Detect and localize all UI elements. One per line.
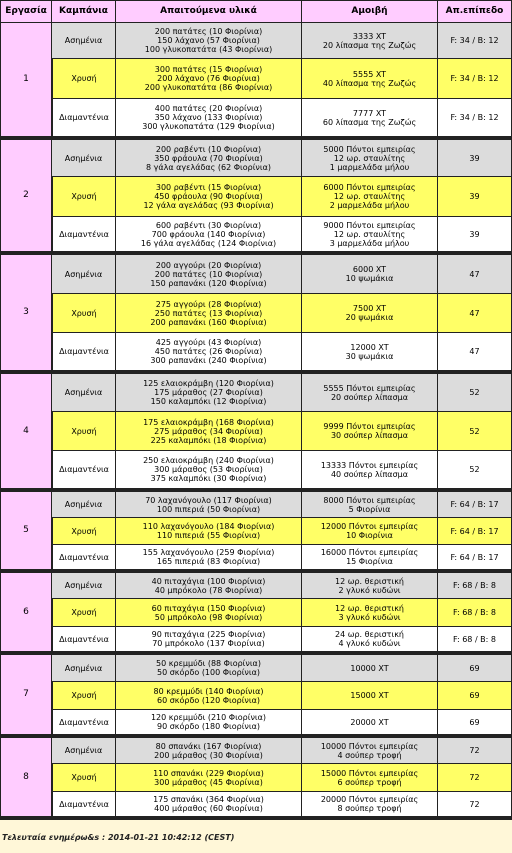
reward-cell [302, 451, 438, 492]
materials-cell [116, 545, 302, 573]
reward-line: 15000 Πόντοι εμπειρίας [320, 768, 419, 778]
table-row [0, 710, 512, 738]
material-line: 90 σκόρδο (180 Φιορίνια) [157, 722, 260, 731]
level-cell: F: 64 / B: 17 [438, 518, 512, 545]
reward-line: 6000 Πόντοι εμπειρίας [323, 183, 416, 192]
level-cell: F: 34 / B: 12 [438, 99, 512, 140]
material-line: 350 λάχανο (133 Φιορίνια) [154, 113, 263, 122]
campaign-cell: Διαμαντένια [52, 99, 116, 140]
reward-line: 15 Φιορίνια [346, 557, 393, 566]
level-cell: 47 [438, 294, 512, 333]
table-row [0, 333, 512, 374]
level-cell: F: 64 / B: 17 [438, 492, 512, 518]
table-row [0, 374, 512, 412]
level-cell: 69 [438, 655, 512, 682]
reward-line: 6000 XT [352, 265, 387, 274]
task-number: 8 [0, 738, 52, 820]
materials-cell [116, 599, 302, 627]
campaign-cell: Διαμαντένια [52, 451, 116, 492]
table-row [0, 294, 512, 333]
material-line: 110 λαχανόγουλο (184 Φιορίνια) [142, 522, 275, 531]
reward-line: 12000 Πόντοι εμπειρίας [320, 522, 419, 531]
level-cell: 72 [438, 764, 512, 792]
table-row [0, 99, 512, 140]
reward-line: 40 λίπασμα της Ζωζώς [322, 78, 417, 88]
material-line: 450 πατάτες (26 Φιορίνια) [154, 347, 263, 356]
materials-cell [116, 451, 302, 492]
reward-line: 30 σούπερ λίπασμα [330, 431, 409, 440]
reward-cell [302, 792, 438, 820]
table-row [0, 738, 512, 764]
reward-cell [302, 764, 438, 792]
campaign-cell: Ασημένια [52, 738, 116, 764]
table-body [0, 23, 512, 820]
header-campaign: Καμπάνια [52, 0, 116, 23]
task-number: 6 [0, 573, 52, 655]
material-line: 125 ελαιοκράμβη (120 Φιορίνια) [143, 379, 274, 388]
table-row [0, 599, 512, 627]
table-row [0, 140, 512, 177]
campaign-cell: Χρυσή [52, 518, 116, 545]
campaign-cell: Διαμαντένια [52, 217, 116, 255]
task-number: 4 [0, 374, 52, 492]
reward-line: 10000 Πόντοι εμπειρίας [320, 741, 419, 751]
materials-cell [116, 59, 302, 99]
reward-line: 4 σούπερ τροφή [337, 750, 402, 760]
reward-line: 12 ωρ. σταυλίτης [333, 192, 406, 201]
material-line: 400 πατάτες (20 Φιορίνια) [154, 104, 263, 113]
material-line: 110 πιπεριά (55 Φιορίνια) [156, 531, 261, 540]
materials-cell [116, 792, 302, 820]
table-row [0, 518, 512, 545]
material-line: 90 πιταχάγια (225 Φιορίνια) [151, 630, 266, 639]
material-line: 50 κρεμμύδι (88 Φιορίνια) [156, 659, 261, 668]
reward-cell [302, 140, 438, 177]
material-line: 200 αγγούρι (20 Φιορίνια) [155, 260, 262, 270]
campaign-cell: Διαμαντένια [52, 333, 116, 374]
reward-line: 13333 Πόντοι εμπειρίας [320, 460, 419, 470]
materials-cell [116, 23, 302, 59]
campaign-cell: Διαμαντένια [52, 710, 116, 738]
material-line: 300 μάραθος (53 Φιορίνια) [154, 465, 263, 474]
table-row [0, 492, 512, 518]
table-row [0, 792, 512, 820]
material-line: 225 καλαμπόκι (18 Φιορίνια) [150, 435, 267, 445]
reward-line: 15000 XT [350, 691, 389, 700]
campaign-cell: Ασημένια [52, 140, 116, 177]
reward-line: 16000 Πόντοι εμπειρίας [320, 548, 419, 557]
level-cell: F: 68 / B: 8 [438, 599, 512, 627]
campaign-cell: Ασημένια [52, 655, 116, 682]
level-cell: 69 [438, 682, 512, 710]
campaign-cell: Ασημένια [52, 492, 116, 518]
reward-cell [302, 59, 438, 99]
material-line: 110 σπανάκι (229 Φιορίνια) [153, 768, 264, 778]
campaign-cell: Χρυσή [52, 59, 116, 99]
campaign-cell: Χρυσή [52, 764, 116, 792]
reward-cell [302, 518, 438, 545]
level-cell: 47 [438, 333, 512, 374]
task-number: 7 [0, 655, 52, 738]
reward-line: 20 σούπερ λίπασμα [330, 392, 409, 402]
campaign-cell: Ασημένια [52, 255, 116, 294]
campaign-cell: Χρυσή [52, 412, 116, 451]
materials-cell [116, 627, 302, 655]
level-cell: 39 [438, 140, 512, 177]
campaign-cell: Χρυσή [52, 682, 116, 710]
material-line: 200 γλυκοπατάτα (86 Φιορίνια) [144, 83, 273, 92]
material-line: 200 πατάτες (10 Φιορίνια) [154, 27, 263, 36]
reward-line: 9000 Πόντοι εμπειρίας [323, 220, 416, 230]
material-line: 70 μπρόκολο (137 Φιορίνια) [152, 639, 265, 648]
table-row [0, 655, 512, 682]
last-updated-footer: Τελευταία ενημέρω&s : 2014-01-21 10:42:12 (CEST) [2, 833, 235, 842]
reward-line: 12000 XT [350, 342, 389, 352]
material-line: 400 μάραθος (60 Φιορίνια) [154, 804, 263, 813]
reward-line: 9999 Πόντοι εμπειρίας [323, 422, 416, 431]
material-line: 40 πιταχάγια (100 Φιορίνια) [151, 576, 266, 586]
task-number: 5 [0, 492, 52, 573]
reward-line: 12 ωρ. θεριστική [335, 576, 404, 586]
reward-cell [302, 682, 438, 710]
material-line: 425 αγγούρι (43 Φιορίνια) [155, 338, 262, 347]
level-cell: 72 [438, 738, 512, 764]
reward-cell [302, 573, 438, 599]
level-cell: 39 [438, 177, 512, 217]
reward-line: 3 γλυκό κυδώνι [338, 612, 401, 622]
level-cell: F: 34 / B: 12 [438, 59, 512, 99]
level-cell: F: 68 / B: 8 [438, 627, 512, 655]
reward-line: 7500 XT [352, 304, 387, 313]
material-line: 50 μπρόκολο (98 Φιορίνια) [154, 612, 263, 622]
reward-cell [302, 294, 438, 333]
level-cell: 39 [438, 217, 512, 255]
material-line: 175 ελαιοκράμβη (168 Φιορίνια) [143, 417, 274, 427]
reward-line: 5555 Πόντοι εμπειρίας [323, 383, 416, 393]
material-line: 275 αγγούρι (28 Φιορίνια) [155, 299, 262, 309]
material-line: 200 ραβέντι (10 Φιορίνια) [155, 144, 262, 154]
table-row [0, 682, 512, 710]
material-line: 80 κρεμμύδι (140 Φιορίνια) [153, 686, 264, 696]
level-cell: 72 [438, 792, 512, 820]
reward-cell [302, 217, 438, 255]
material-line: 150 καλαμπόκι (12 Φιορίνια) [150, 397, 267, 406]
reward-line: 10 ψωμάκια [345, 274, 394, 283]
campaign-cell: Ασημένια [52, 573, 116, 599]
reward-line: 10 Φιορίνια [346, 531, 393, 540]
reward-line: 3333 XT [352, 31, 387, 41]
material-line: 12 γάλα αγελάδας (93 Φιορίνια) [143, 201, 274, 210]
header-level: Απ.επίπεδο [438, 0, 512, 23]
materials-cell [116, 655, 302, 682]
reward-cell [302, 545, 438, 573]
reward-cell [302, 710, 438, 738]
level-cell: 52 [438, 451, 512, 492]
material-line: 700 φράουλα (140 Φιορίνια) [151, 229, 266, 239]
reward-line: 12 ωρ. σταυλίτης [333, 153, 406, 163]
material-line: 120 κρεμμύδι (210 Φιορίνια) [150, 713, 267, 722]
material-line: 8 γάλα αγελάδας (62 Φιορίνια) [145, 162, 272, 172]
material-line: 300 μάραθος (45 Φιορίνια) [154, 777, 263, 787]
materials-cell [116, 294, 302, 333]
material-line: 300 γλυκοπατάτα (129 Φιορίνια) [142, 122, 275, 131]
material-line: 200 μάραθος (30 Φιορίνια) [154, 750, 263, 760]
level-cell: F: 34 / B: 12 [438, 23, 512, 59]
level-cell: 47 [438, 255, 512, 294]
material-line: 80 σπανάκι (167 Φιορίνια) [155, 741, 262, 751]
reward-line: 5000 Πόντοι εμπειρίας [323, 144, 416, 154]
level-cell: F: 68 / B: 8 [438, 573, 512, 599]
table-row [0, 412, 512, 451]
campaign-cell: Χρυσή [52, 294, 116, 333]
campaign-cell: Ασημένια [52, 374, 116, 412]
material-line: 16 γάλα αγελάδας (124 Φιορίνια) [140, 238, 277, 248]
reward-line: 2 γλυκό κυδώνι [338, 585, 401, 595]
material-line: 155 λαχανόγουλο (259 Φιορίνια) [142, 548, 275, 557]
header-task: Εργασία [0, 0, 52, 23]
reward-cell [302, 374, 438, 412]
material-line: 375 καλαμπόκι (30 Φιορίνια) [150, 474, 267, 483]
materials-cell [116, 764, 302, 792]
material-line: 60 σκόρδο (120 Φιορίνια) [157, 695, 260, 705]
reward-line: 20 λίπασμα της Ζωζώς [322, 40, 417, 50]
materials-cell [116, 217, 302, 255]
material-line: 200 πατάτες (10 Φιορίνια) [154, 269, 263, 279]
campaign-cell: Διαμαντένια [52, 627, 116, 655]
reward-line: 8000 Πόντοι εμπειρίας [323, 495, 416, 505]
materials-cell [116, 140, 302, 177]
campaign-cell: Διαμαντένια [52, 792, 116, 820]
table-row [0, 217, 512, 255]
material-line: 150 ραπανάκι (120 Φιορίνια) [150, 278, 267, 288]
material-line: 250 ελαιοκράμβη (240 Φιορίνια) [143, 456, 274, 465]
level-cell: 69 [438, 710, 512, 738]
material-line: 300 ραβέντι (15 Φιορίνια) [155, 183, 262, 192]
materials-cell [116, 333, 302, 374]
table-row [0, 59, 512, 99]
material-line: 100 γλυκοπατάτα (43 Φιορίνια) [144, 45, 273, 54]
reward-line: 5 Φιορίνια [348, 504, 391, 514]
campaign-cell: Διαμαντένια [52, 545, 116, 573]
materials-cell [116, 492, 302, 518]
reward-line: 60 λίπασμα της Ζωζώς [322, 117, 417, 127]
reward-line: 1 μαρμελάδα μήλου [329, 162, 410, 172]
reward-line: 8 σούπερ τροφή [337, 804, 402, 813]
table-row [0, 764, 512, 792]
reward-line: 3 μαρμελάδα μήλου [329, 238, 410, 248]
reward-cell [302, 738, 438, 764]
reward-line: 40 σούπερ λίπασμα [330, 469, 409, 479]
table-row [0, 255, 512, 294]
table-row [0, 627, 512, 655]
table-row [0, 451, 512, 492]
materials-cell [116, 177, 302, 217]
materials-cell [116, 255, 302, 294]
material-line: 40 μπρόκολο (78 Φιορίνια) [154, 585, 263, 595]
reward-cell [302, 255, 438, 294]
material-line: 600 ραβέντι (30 Φιορίνια) [155, 220, 262, 230]
reward-line: 12 ωρ. σταυλίτης [333, 229, 406, 239]
reward-cell [302, 599, 438, 627]
material-line: 100 πιπεριά (50 Φιορίνια) [156, 504, 261, 514]
material-line: 250 πατάτες (13 Φιορίνια) [154, 308, 263, 318]
material-line: 350 φράουλα (70 Φιορίνια) [154, 153, 263, 163]
reward-line: 20000 XT [350, 717, 389, 727]
campaign-cell: Ασημένια [52, 23, 116, 59]
level-cell: 52 [438, 412, 512, 451]
material-line: 150 λάχανο (57 Φιορίνια) [157, 36, 260, 45]
reward-cell [302, 99, 438, 140]
material-line: 165 πιπεριά (83 Φιορίνια) [156, 557, 261, 566]
reward-cell [302, 23, 438, 59]
table-row [0, 545, 512, 573]
level-cell: 52 [438, 374, 512, 412]
reward-line: 5555 XT [352, 69, 387, 79]
reward-line: 30 ψωμάκια [345, 351, 394, 361]
reward-line: 12 ωρ. θεριστική [335, 603, 404, 613]
reward-cell [302, 333, 438, 374]
materials-cell [116, 738, 302, 764]
material-line: 300 ραπανάκι (240 Φιορίνια) [150, 356, 267, 365]
reward-line: 7777 XT [352, 108, 387, 118]
material-line: 60 πιταχάγια (150 Φιορίνια) [151, 603, 266, 613]
campaign-cell: Χρυσή [52, 599, 116, 627]
reward-line: 10000 XT [350, 663, 389, 673]
reward-cell [302, 627, 438, 655]
table-row [0, 177, 512, 217]
material-line: 175 μάραθος (27 Φιορίνια) [154, 388, 263, 397]
materials-cell [116, 710, 302, 738]
reward-line: 2 μαρμελάδα μήλου [329, 201, 410, 210]
material-line: 50 σκόρδο (100 Φιορίνια) [157, 668, 260, 677]
material-line: 200 λάχανο (76 Φιορίνια) [157, 74, 260, 83]
reward-line: 20 ψωμάκια [345, 313, 394, 322]
campaign-cell: Χρυσή [52, 177, 116, 217]
reward-cell [302, 177, 438, 217]
materials-cell [116, 682, 302, 710]
materials-cell [116, 99, 302, 140]
materials-cell [116, 518, 302, 545]
material-line: 275 μάραθος (34 Φιορίνια) [154, 426, 263, 436]
table-header-row [0, 0, 512, 23]
materials-cell [116, 412, 302, 451]
material-line: 200 ραπανάκι (160 Φιορίνια) [150, 317, 267, 327]
task-number: 1 [0, 23, 52, 140]
table-row [0, 23, 512, 59]
level-cell: F: 64 / B: 17 [438, 545, 512, 573]
reward-cell [302, 412, 438, 451]
reward-line: 24 ωρ. θεριστική [335, 630, 404, 639]
material-line: 300 πατάτες (15 Φιορίνια) [154, 65, 263, 74]
material-line: 70 λαχανόγουλο (117 Φιορίνια) [145, 495, 272, 505]
reward-cell [302, 492, 438, 518]
reward-line: 20000 Πόντοι εμπειρίας [320, 795, 419, 804]
material-line: 450 φράουλα (90 Φιορίνια) [154, 192, 263, 201]
reward-line: 6 σούπερ τροφή [337, 777, 402, 787]
materials-cell [116, 573, 302, 599]
materials-cell [116, 374, 302, 412]
material-line: 175 σπανάκι (364 Φιορίνια) [153, 795, 264, 804]
table-row [0, 573, 512, 599]
header-reward: Αμοιβή [302, 0, 438, 23]
task-number: 2 [0, 140, 52, 255]
reward-cell [302, 655, 438, 682]
reward-line: 4 γλυκό κυδώνι [338, 639, 401, 648]
header-materials: Απαιτούμενα υλικά [116, 0, 302, 23]
task-number: 3 [0, 255, 52, 374]
